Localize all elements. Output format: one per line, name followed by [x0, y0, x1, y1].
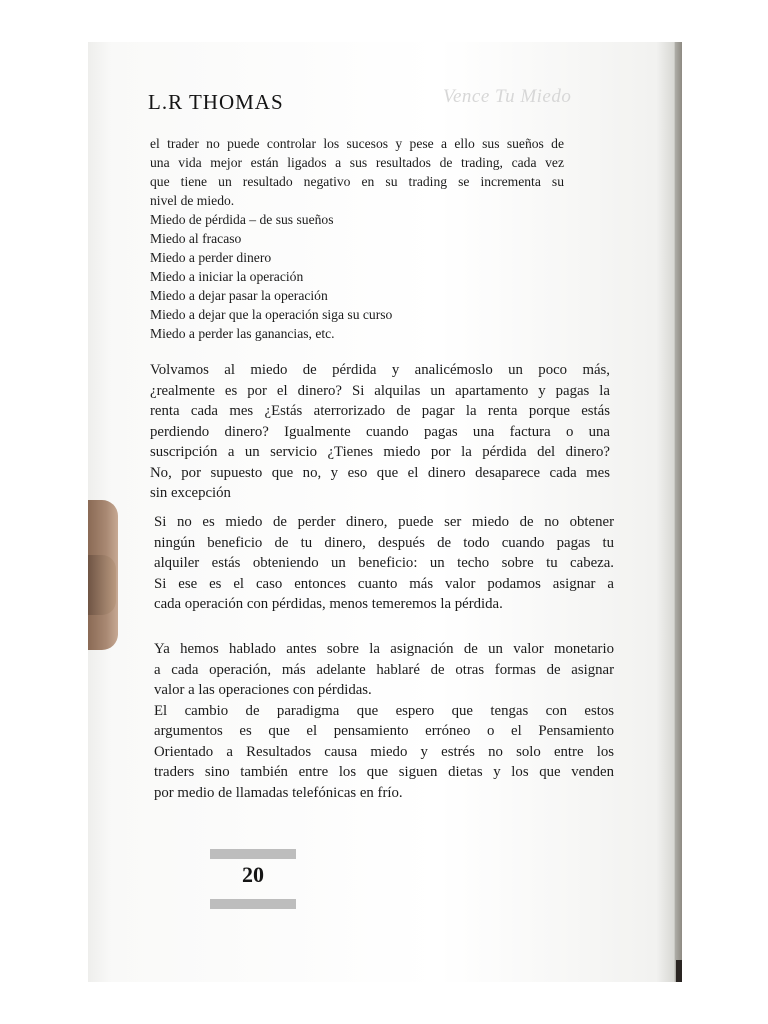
- text-line: sin excepción: [150, 485, 231, 501]
- text-line: argumentos es que el pensamiento erróneo o el Pensamiento: [154, 723, 614, 739]
- text-line: cada operación con pérdidas, menos temeremos la pérdida.: [154, 596, 503, 612]
- text-line: ¿realmente es por el dinero? Si alquilas un apartamento y pagas la: [150, 382, 610, 399]
- list-item: Miedo a iniciar la operación: [150, 269, 304, 284]
- text-line: por medio de llamadas telefónicas en frío.: [154, 784, 403, 801]
- main-page: [88, 42, 675, 982]
- book-photo: [88, 42, 682, 982]
- text-line: alquiler estás obteniendo un beneficio: un techo sobre tu cabeza.: [154, 555, 614, 571]
- text-line: traders sino también entre los que siguen dietas y los que venden: [154, 764, 614, 780]
- text-line: Ya hemos hablado antes sobre la asignación de un valor monetario: [154, 641, 614, 657]
- list-item: Miedo a perder las ganancias, etc.: [150, 326, 335, 341]
- intro-paragraph: [150, 134, 564, 343]
- bleed-through-title: Vence Tu Miedo: [443, 86, 572, 107]
- text-line: una vida mejor están ligados a sus resultados de trading, cada vez: [150, 155, 564, 170]
- paragraph-paradigm: [154, 639, 614, 803]
- text-line: valor a las operaciones con pérdidas.: [154, 682, 372, 698]
- text-line: nivel de miedo.: [150, 193, 235, 208]
- list-item: Miedo a perder dinero: [150, 250, 272, 265]
- list-item: Miedo al fracaso: [150, 231, 242, 246]
- background-corner: [676, 960, 682, 982]
- text-line: perdiendo dinero? Igualmente cuando pagas una factura o una: [150, 423, 610, 440]
- text-line: suscripción a un servicio ¿Tienes miedo por la pérdida del dinero?: [150, 444, 610, 460]
- text-line: No, por supuesto que no, y eso que el dinero desaparece cada mes: [150, 464, 610, 481]
- text-line: Si no es miedo de perder dinero, puede ser miedo de no obtener: [154, 514, 614, 530]
- thumb-nail: [88, 555, 116, 615]
- text-line: el trader no puede controlar los sucesos y pese a ello sus sueños de: [150, 136, 564, 151]
- paragraph-benefit: [154, 512, 614, 615]
- text-line: Si ese es el caso entonces cuanto más valor podamos asignar a: [154, 575, 614, 592]
- list-item: Miedo a dejar que la operación siga su curso: [150, 307, 393, 322]
- text-line: Orientado a Resultados causa miedo y estrés no solo entre los: [154, 743, 614, 760]
- text-line: renta cada mes ¿Estás aterrorizado de pagar la renta porque estás: [150, 403, 610, 419]
- footer-bar-top: [210, 849, 296, 859]
- text-line: que tiene un resultado negativo en su trading se incrementa su: [150, 174, 564, 189]
- paragraph-money: [150, 360, 610, 504]
- text-line: a cada operación, más adelante hablaré de otras formas de asignar: [154, 661, 614, 678]
- list-item: Miedo de pérdida – de sus sueños: [150, 212, 334, 227]
- text-line: ningún beneficio de tu dinero, después de todo cuando pagas tu: [154, 534, 614, 551]
- page-number: 20: [242, 862, 264, 887]
- running-header-author: L.R THOMAS: [148, 90, 284, 114]
- text-line: Volvamos al miedo de pérdida y analicémoslo un poco más,: [150, 362, 610, 378]
- footer-bar-bottom: [210, 899, 296, 909]
- text-line: El cambio de paradigma que espero que tengas con estos: [154, 702, 614, 719]
- list-item: Miedo a dejar pasar la operación: [150, 288, 328, 303]
